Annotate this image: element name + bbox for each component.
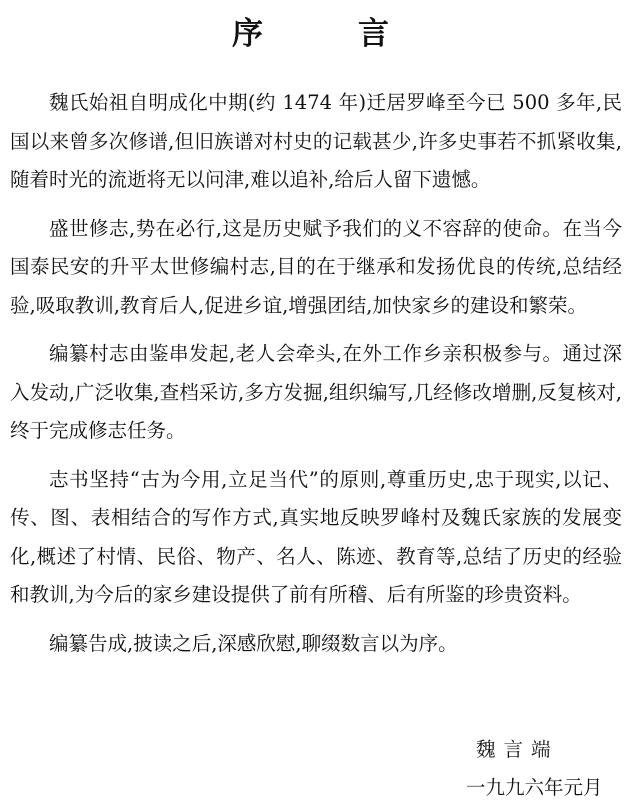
preface-body [10, 84, 622, 673]
paragraph-2: 盛世修志,势在必行,这是历史赋予我们的义不容辞的使命。在当今国泰民安的升平太世修编村志,目的在于继承和发扬优良的传统,总结经验,吸取教训,教育后人,促进乡谊,增强团结,加快家乡的建设和繁荣。 [10, 216, 622, 317]
paragraph-4: 志书坚持“古为今用,立足当代”的原则,尊重历史,忠于现实,以记、传、图、表相结合的写作方式,真实地反映罗峰村及魏氏家族的发展变化,概述了村情、民俗、物产、名人、陈迹、教育等,总结了历史的经验和教训,为今后的家乡建设提供了前有所稽、后有所鉴的珍贵资料。 [10, 467, 622, 606]
paragraph-5: 编纂告成,披读之后,深感欣慰,聊缀数言以为序。 [49, 631, 458, 655]
signature-name: 魏言端 [476, 738, 559, 761]
title-char-2: 言 [358, 16, 389, 52]
signature-date: 一九九六年元月 [466, 776, 603, 799]
paragraph-3: 编纂村志由鉴串发起,老人会牵头,在外工作乡亲积极参与。通过深入发动,广泛收集,查档采访,多方发掘,组织编写,几经修改增删,反复核对,终于完成修志任务。 [10, 342, 622, 442]
paragraph-1: 魏氏始祖自明成化中期(约 1474 年)迁居罗峰至今已 500 多年,民国以来曾多次修谱,但旧族谱对村史的记载甚少,许多史事若不抓紧收集,随着时光的流逝将无以问津,难以追补,给后人留下遗憾。 [10, 91, 622, 191]
title-char-1: 序 [232, 16, 263, 52]
